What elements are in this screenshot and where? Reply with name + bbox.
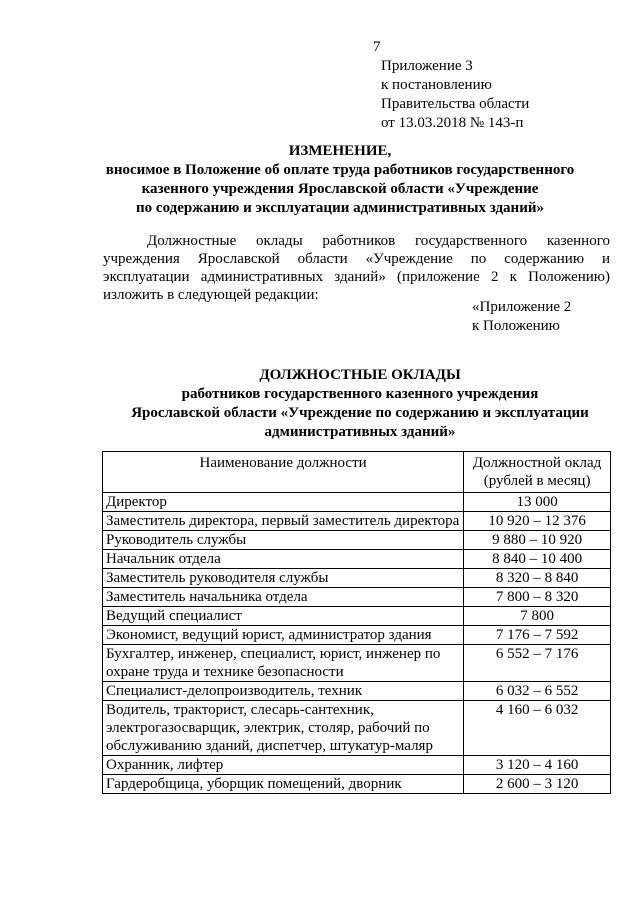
salary-value: 9 880 – 10 920 bbox=[464, 531, 611, 550]
appendix-line: к постановлению bbox=[381, 77, 492, 93]
heading-line: по содержанию и эксплуатации административных зданий» bbox=[136, 200, 544, 216]
position-name: Заместитель руководителя службы bbox=[103, 569, 464, 588]
intro-paragraph: Должностные оклады работников государственного казенного учреждения Ярославской области «Учреждение по содержанию и эксплуатации административных зданий» (приложение 2 к Положению) изложить в следующей редакции: bbox=[103, 233, 610, 303]
table-row bbox=[103, 588, 611, 607]
appendix-ref-line: «Приложение 2 bbox=[472, 299, 572, 315]
table-row bbox=[103, 569, 611, 588]
position-name: Специалист-делопроизводитель, техник bbox=[103, 682, 464, 701]
table-body bbox=[103, 493, 611, 794]
appendix-reference bbox=[472, 298, 571, 336]
appendix-line: Приложение 3 bbox=[381, 58, 473, 74]
salary-value: 8 840 – 10 400 bbox=[464, 550, 611, 569]
document-heading bbox=[60, 142, 620, 218]
table-row bbox=[103, 493, 611, 512]
salary-value: 3 120 – 4 160 bbox=[464, 756, 611, 775]
heading-title: ИЗМЕНЕНИЕ, bbox=[288, 143, 392, 159]
appendix-line: Правительства области bbox=[381, 96, 530, 112]
position-name: Заместитель начальника отдела bbox=[103, 588, 464, 607]
salary-value: 10 920 – 12 376 bbox=[464, 512, 611, 531]
salary-value: 7 176 – 7 592 bbox=[464, 626, 611, 645]
salary-value: 2 600 – 3 120 bbox=[464, 775, 611, 794]
table-row bbox=[103, 645, 611, 682]
salary-value: 8 320 – 8 840 bbox=[464, 569, 611, 588]
position-name: Заместитель директора, первый заместитель директора bbox=[103, 512, 464, 531]
table-row bbox=[103, 626, 611, 645]
heading-line: вносимое в Положение об оплате труда работников государственного bbox=[105, 162, 575, 178]
position-name: Начальник отдела bbox=[103, 550, 464, 569]
heading-line: казенного учреждения Ярославской области «Учреждение bbox=[141, 181, 539, 197]
position-name: Гардеробщица, уборщик помещений, дворник bbox=[103, 775, 464, 794]
appendix-line: от 13.03.2018 № 143-п bbox=[381, 115, 524, 131]
table-row bbox=[103, 775, 611, 794]
salary-value: 7 800 – 8 320 bbox=[464, 588, 611, 607]
table-row bbox=[103, 701, 611, 756]
position-name: Водитель, тракторист, слесарь-сантехник, электрогазосварщик, электрик, столяр, рабочий по обслуживанию зданий, диспетчер, штукатур-маляр bbox=[103, 701, 464, 756]
table-row bbox=[103, 756, 611, 775]
salary-value: 4 160 – 6 032 bbox=[464, 701, 611, 756]
position-name: Экономист, ведущий юрист, администратор здания bbox=[103, 626, 464, 645]
salary-heading-title: ДОЛЖНОСТНЫЕ ОКЛАДЫ bbox=[259, 367, 461, 383]
header-salary-line: Должностной оклад bbox=[472, 455, 602, 471]
header-salary-line: (рублей в месяц) bbox=[483, 473, 591, 489]
page-number: 7 bbox=[373, 39, 381, 55]
position-name: Охранник, лифтер bbox=[103, 756, 464, 775]
position-name: Бухгалтер, инженер, специалист, юрист, инженер по охране труда и технике безопасности bbox=[103, 645, 464, 682]
table-row bbox=[103, 607, 611, 626]
salary-value: 6 552 – 7 176 bbox=[464, 645, 611, 682]
header-position-name: Наименование должности bbox=[103, 452, 464, 493]
salary-value: 6 032 – 6 552 bbox=[464, 682, 611, 701]
salary-value: 7 800 bbox=[464, 607, 611, 626]
table-row bbox=[103, 550, 611, 569]
table-header-row bbox=[103, 452, 611, 493]
salary-heading-line: работников государственного казенного учреждения bbox=[181, 386, 539, 402]
table-row bbox=[103, 531, 611, 550]
appendix-ref-line: к Положению bbox=[472, 318, 560, 334]
position-name: Директор bbox=[103, 493, 464, 512]
salary-value: 13 000 bbox=[464, 493, 611, 512]
position-name: Руководитель службы bbox=[103, 531, 464, 550]
header-salary bbox=[464, 452, 611, 493]
appendix-block bbox=[381, 57, 529, 133]
position-name: Ведущий специалист bbox=[103, 607, 464, 626]
salary-heading-line: Ярославской области «Учреждение по содержанию и эксплуатации bbox=[131, 405, 589, 421]
table-row bbox=[103, 512, 611, 531]
salary-table bbox=[102, 451, 611, 794]
table-row bbox=[103, 682, 611, 701]
salary-heading-line: административных зданий» bbox=[264, 424, 456, 440]
salary-heading bbox=[110, 366, 610, 442]
